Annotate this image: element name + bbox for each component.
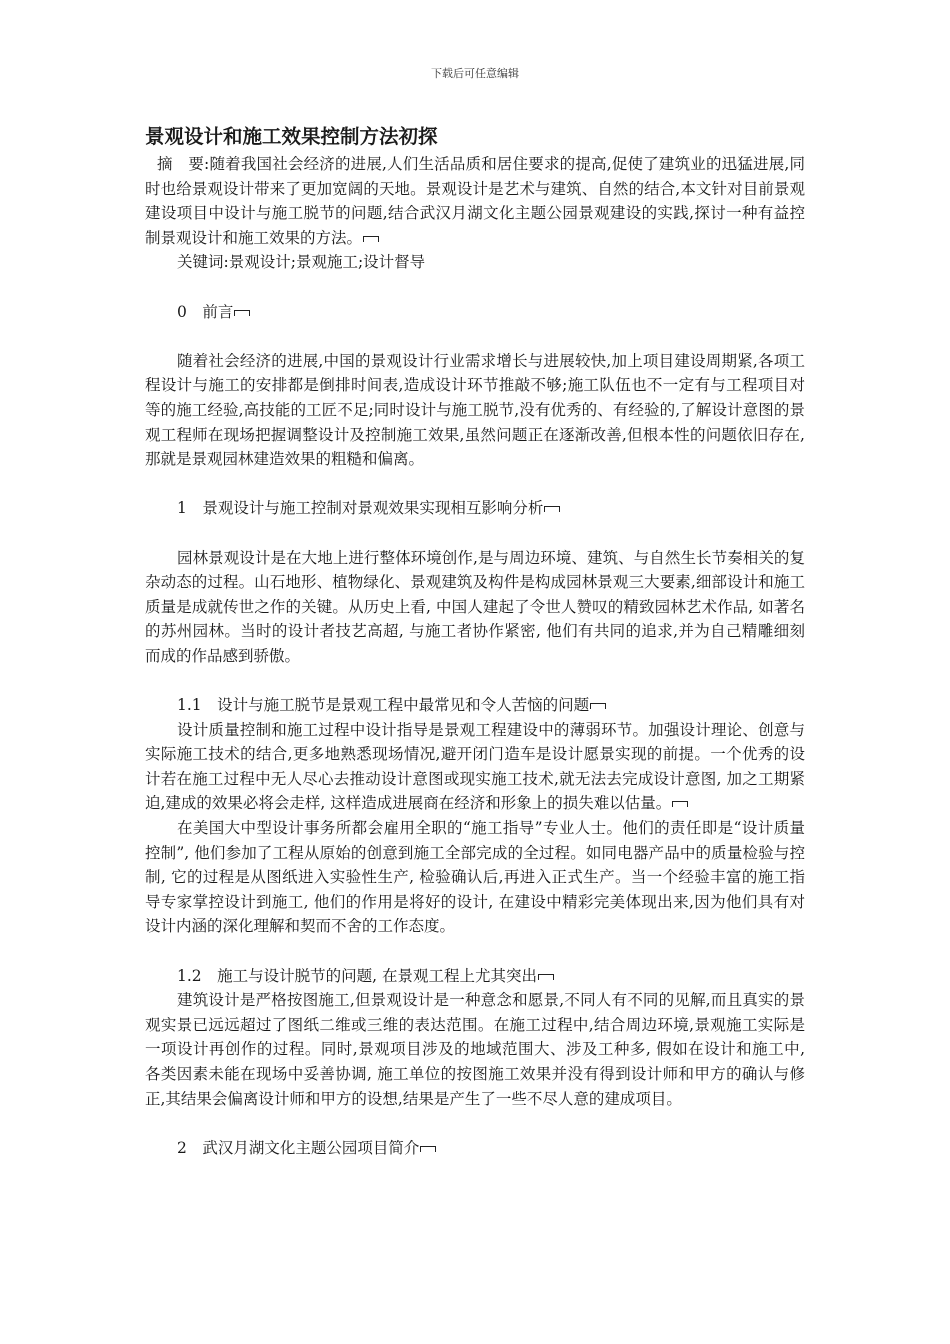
header-note: 下载后可任意编辑 [431, 67, 519, 80]
section-0-paragraph: 随着社会经济的进展,中国的景观设计行业需求增长与进展较快,加上项目建设周期紧,各项工程设计与施工的安排都是倒排时间表,造成设计环节推敲不够;施工队伍也不一定有与工程项目对等的施工经验,高技能的工匠不足;同时设计与施工脱节,没有优秀的、有经验的,了解设计意图的景观工程师在现场把握调整设计及控制施工效果,虽然问题正在逐渐改善,但根本性的问题依旧存在,那就是景观园林建造效果的粗糙和偏离。 [145, 351, 805, 469]
section-1-1-heading [145, 693, 805, 718]
paragraph-mark-icon [590, 703, 606, 709]
section-0-heading [145, 300, 805, 325]
paragraph-mark-icon [420, 1146, 436, 1152]
section-2-heading-text: 2 武汉月湖文化主题公园项目简介 [177, 1138, 420, 1157]
document-title: 景观设计和施工效果控制方法初探 [145, 125, 438, 148]
section-1-2-paragraph: 建筑设计是严格按图施工,但景观设计是一种意念和愿景,不同人有不同的见解,而且真实的景观实景已远远超过了图纸二维或三维的表达范围。在施工过程中,结合周边环境,景观施工实际是一项设计再创作的过程。同时,景观项目涉及的地域范围大、涉及工种多, 假如在设计和施工中, 各类因素未能在现场中妥善协调, 施工单位的按图施工效果并没有得到设计师和甲方的确认与修正,其结果会偏离设计师和甲方的设想,结果是产生了一些不尽人意的建成项目。 [145, 991, 805, 1108]
section-1-heading-text: 1 景观设计与施工控制对景观效果实现相互影响分析 [177, 499, 544, 518]
section-1-1-paragraph-1-text: 设计质量控制和施工过程中设计指导是景观工程建设中的薄弱环节。加强设计理论、创意与实际施工技术的结合,更多地熟悉现场情况,避开闭门造车是设计愿景实现的前提。一个优秀的设计若在施工过程中无人尽心去推动设计意图或现实施工技术,就无法去完成设计意图, 加之工期紧迫,建成的效果必将会走样, 这样造成进展商在经济和形象上的损失难以估量。 [145, 720, 805, 813]
abstract-text: 摘 要:随着我国社会经济的进展,人们生活品质和居住要求的提高,促使了建筑业的迅猛进展,同时也给景观设计带来了更加宽阔的天地。景观设计是艺术与建筑、自然的结合,本文针对目前景观建设项目中设计与施工脱节的问题,结合武汉月湖文化主题公园景观建设的实践,探讨一种有益控制景观设计和施工效果的方法。 [145, 155, 805, 247]
section-1-2-heading-text: 1.2 施工与设计脱节的问题, 在景观工程上尤其突出 [177, 966, 538, 985]
paragraph-mark-icon [363, 236, 379, 242]
keywords-line: 关键词:景观设计;景观施工;设计督导 [177, 253, 426, 272]
section-1-heading [145, 496, 805, 521]
paragraph-mark-icon [234, 310, 250, 316]
paragraph-mark-icon [538, 974, 554, 980]
section-1-1-paragraph-1 [145, 718, 805, 816]
section-0-heading-text: 0 前言 [177, 302, 234, 321]
document-body [145, 122, 805, 1160]
section-1-1-paragraph-2: 在美国大中型设计事务所都会雇用全职的“施工指导”专业人士。他们的责任即是“设计质量控制”, 他们参加了工程从原始的创意到施工全部完成的全过程。如同电器产品中的质量检验与控制, 它的过程是从图纸进入实验性生产, 检验确认后,再进入正式生产。当一个经验丰富的施工指导专家掌控设计到施工, 他们的作用是将好的设计, 在建设中精彩完美体现出来,因为他们具有对设计内涵的深化理解和契而不舍的工作态度。 [145, 819, 805, 936]
abstract-paragraph [145, 152, 805, 250]
paragraph-mark-icon [672, 801, 688, 807]
section-2-heading [145, 1136, 805, 1161]
paragraph-mark-icon [544, 506, 560, 512]
section-1-2-heading [145, 964, 805, 989]
section-1-paragraph: 园林景观设计是在大地上进行整体环境创作,是与周边环境、建筑、与自然生长节奏相关的复杂动态的过程。山石地形、植物绿化、景观建筑及构件是构成园林景观三大要素,细部设计和施工质量是成就传世之作的关键。从历史上看, 中国人建起了令世人赞叹的精致园林艺术作品, 如著名的苏州园林。当时的设计者技艺高超, 与施工者协作紧密, 他们有共同的追求,并为自己精雕细刻而成的作品感到骄傲。 [145, 548, 805, 665]
section-1-1-heading-text: 1.1 设计与施工脱节是景观工程中最常见和令人苦恼的问题 [177, 696, 590, 715]
